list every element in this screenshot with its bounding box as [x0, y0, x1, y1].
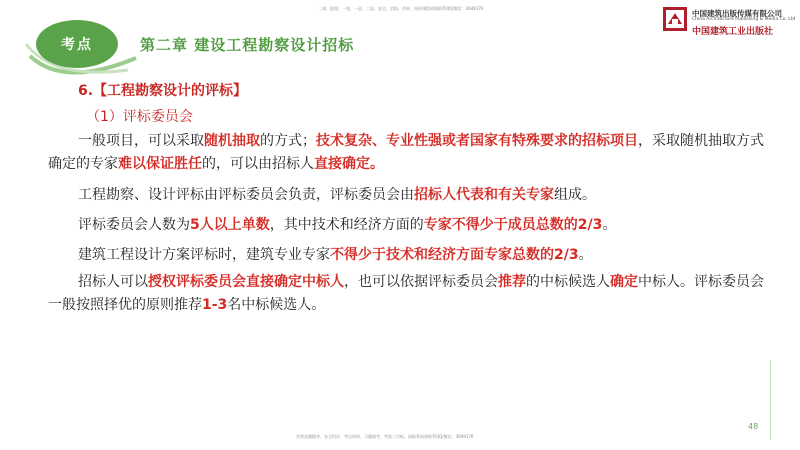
body-text: 评标委员会人数为	[78, 217, 190, 233]
body-text: 的，可以由招标人	[202, 156, 314, 172]
highlighted-text: 授权评标委员会直接确定中标人	[148, 274, 344, 290]
body-text: 名中标候选人。	[227, 297, 326, 313]
body-text: 的中标候选人	[526, 274, 610, 290]
section-subheading: （1）评标委员会	[86, 109, 193, 125]
right-divider	[770, 360, 771, 440]
paragraph-1	[48, 130, 764, 176]
body-text: 工程勘察、设计评标由评标委员会负责，评标委员会由	[78, 187, 414, 203]
paragraph-5	[48, 271, 764, 317]
body-text: 招标人可以	[78, 274, 148, 290]
bottom-small-note: 免费直播精华、各全科评、考点串讲、习题刷考、考前三页纸，请联系网课联系QQ/微信：3649176	[296, 434, 474, 439]
body-text: 一般项目，可以采取	[78, 133, 204, 149]
top-small-note: 二建、监理、一建、一造、二造、安全、消防、咨询、投资课程网课联系QQ/微信：3649176	[318, 6, 484, 11]
highlighted-text: 难以保证胜任	[118, 156, 202, 172]
publisher-name-en: China Architecture Publishing & Media Co. Ltd	[692, 17, 796, 22]
highlighted-text: 招标人代表和有关专家	[414, 187, 554, 203]
highlighted-text: 技术复杂、专业性强或者国家有特殊要求的招标项目	[316, 133, 638, 149]
body-text: ，也可以依据评标委员会	[344, 274, 498, 290]
paragraph-4	[48, 244, 764, 267]
publisher-emblem-icon	[662, 6, 688, 32]
body-text: 。	[602, 217, 617, 233]
highlighted-text: 不得少于技术和经济方面专家总数的2/3	[330, 247, 579, 263]
publisher-name-script: 中国建筑工业出版社	[692, 27, 774, 37]
body-text: 。	[578, 247, 593, 263]
body-text: ，其中技术和经济方面的	[269, 217, 424, 233]
highlighted-text: 确定	[610, 274, 638, 290]
page-number: 48	[748, 422, 759, 431]
highlighted-text: 推荐	[498, 274, 526, 290]
highlighted-text: 专家不得少于成员总数的2/3	[423, 217, 603, 233]
highlighted-text: 随机抽取	[204, 133, 260, 149]
highlighted-text: 5人以上单数	[190, 217, 270, 233]
body-text: 建筑工程设计方案评标时，建筑专业专家	[78, 247, 330, 263]
highlighted-text: 1-3	[202, 297, 228, 313]
paragraph-3	[48, 214, 764, 237]
body-text: 中标人。评标委员会一般按照择优的原则推荐	[48, 274, 764, 313]
chapter-title: 第二章 建设工程勘察设计招标	[140, 36, 355, 54]
kaodian-badge: 考点	[36, 20, 118, 68]
highlighted-text: 直接确定。	[314, 156, 384, 172]
section-heading: 6.【工程勘察设计的评标】	[78, 83, 248, 99]
body-text: 组成。	[554, 187, 596, 203]
publisher-logo-block	[662, 6, 796, 40]
publisher-name-cn: 中国建筑出版传媒有限公司	[692, 9, 782, 18]
body-text: 的方式；	[260, 133, 316, 149]
paragraph-2	[48, 184, 764, 207]
body-text: ，采取随机抽取方式确定的专家	[48, 133, 764, 172]
